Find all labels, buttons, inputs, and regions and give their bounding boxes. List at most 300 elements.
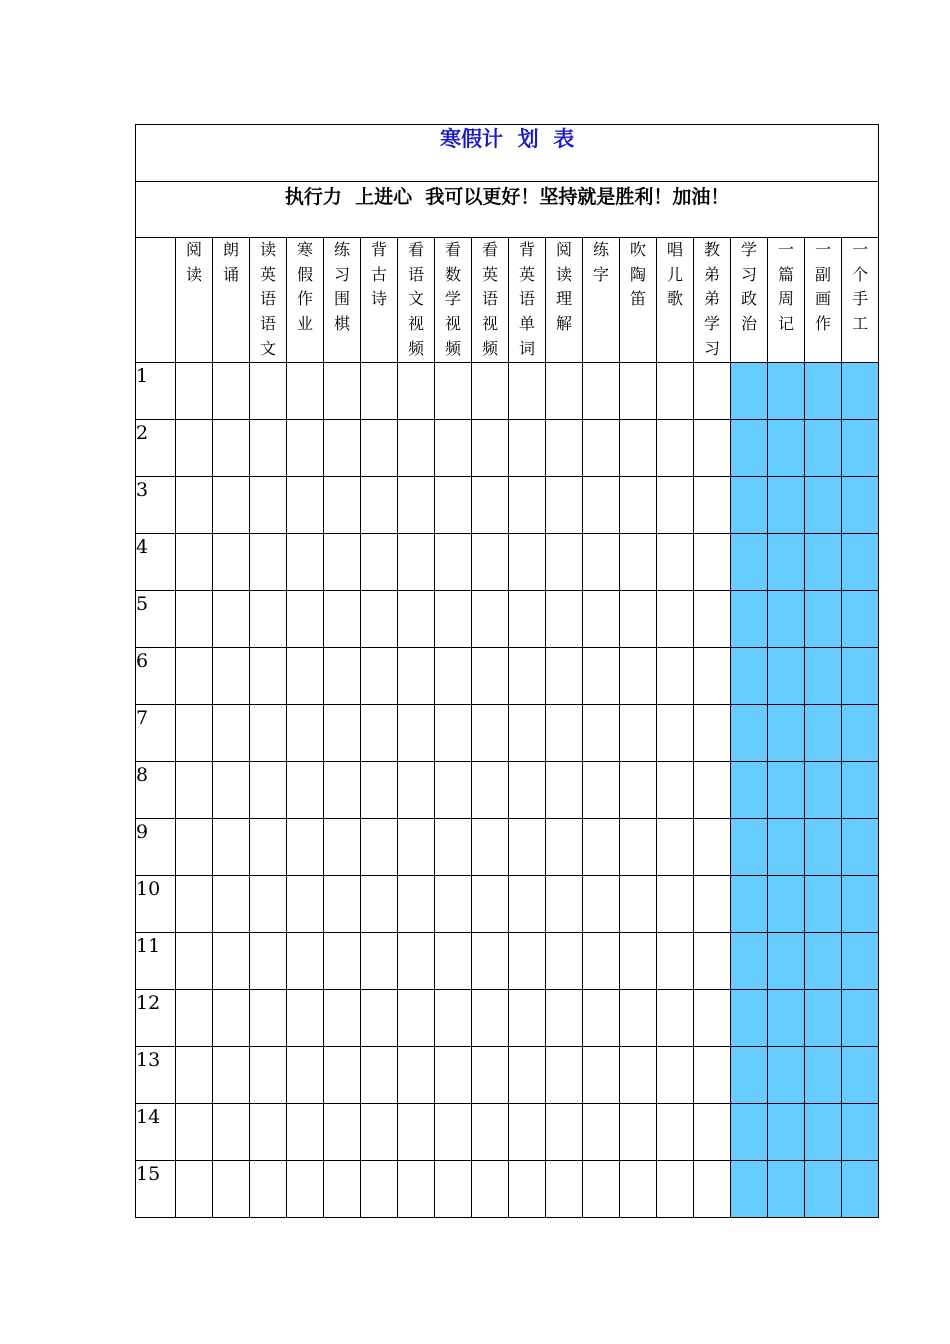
checkbox-cell[interactable] (213, 420, 250, 477)
checkbox-cell[interactable] (361, 477, 398, 534)
checkbox-cell[interactable] (546, 819, 583, 876)
checkbox-cell[interactable] (546, 990, 583, 1047)
checkbox-cell[interactable] (361, 1161, 398, 1218)
checkbox-cell[interactable] (324, 648, 361, 705)
checkbox-cell[interactable] (435, 1161, 472, 1218)
checkbox-cell[interactable] (435, 534, 472, 591)
checkbox-cell[interactable] (657, 819, 694, 876)
checkbox-cell[interactable] (509, 876, 546, 933)
checkbox-cell[interactable] (176, 876, 213, 933)
checkbox-cell[interactable] (398, 591, 435, 648)
checkbox-cell[interactable] (213, 534, 250, 591)
checkbox-cell[interactable] (398, 1104, 435, 1161)
checkbox-cell[interactable] (361, 648, 398, 705)
checkbox-cell[interactable] (324, 1047, 361, 1104)
checkbox-cell[interactable] (472, 933, 509, 990)
checkbox-cell[interactable] (842, 705, 879, 762)
checkbox-cell[interactable] (583, 420, 620, 477)
checkbox-cell[interactable] (768, 534, 805, 591)
checkbox-cell[interactable] (842, 477, 879, 534)
checkbox-cell[interactable] (250, 1047, 287, 1104)
checkbox-cell[interactable] (731, 819, 768, 876)
checkbox-cell[interactable] (805, 819, 842, 876)
checkbox-cell[interactable] (694, 876, 731, 933)
table-row (136, 819, 879, 876)
checkbox-cell[interactable] (768, 876, 805, 933)
checkbox-cell[interactable] (213, 591, 250, 648)
checkbox-cell[interactable] (583, 1161, 620, 1218)
checkbox-cell[interactable] (472, 648, 509, 705)
checkbox-cell[interactable] (176, 1104, 213, 1161)
checkbox-cell[interactable] (398, 819, 435, 876)
checkbox-cell[interactable] (805, 762, 842, 819)
checkbox-cell[interactable] (842, 819, 879, 876)
checkbox-cell[interactable] (546, 1161, 583, 1218)
checkbox-cell[interactable] (805, 648, 842, 705)
checkbox-cell[interactable] (768, 477, 805, 534)
checkbox-cell[interactable] (768, 591, 805, 648)
checkbox-cell[interactable] (657, 1104, 694, 1161)
checkbox-cell[interactable] (176, 990, 213, 1047)
checkbox-cell[interactable] (361, 1047, 398, 1104)
checkbox-cell[interactable] (583, 534, 620, 591)
checkbox-cell[interactable] (435, 819, 472, 876)
checkbox-cell[interactable] (620, 933, 657, 990)
checkbox-cell[interactable] (250, 762, 287, 819)
column-header-label: 读英语语文 (260, 240, 277, 358)
checkbox-cell[interactable] (731, 933, 768, 990)
checkbox-cell[interactable] (583, 648, 620, 705)
checkbox-cell[interactable] (805, 1047, 842, 1104)
checkbox-cell[interactable] (546, 1047, 583, 1104)
checkbox-cell[interactable] (657, 990, 694, 1047)
checkbox-cell[interactable] (731, 477, 768, 534)
checkbox-cell[interactable] (768, 933, 805, 990)
checkbox-cell[interactable] (694, 534, 731, 591)
checkbox-cell[interactable] (472, 819, 509, 876)
table-row (136, 477, 879, 534)
checkbox-cell[interactable] (620, 705, 657, 762)
checkbox-cell[interactable] (842, 420, 879, 477)
column-header-label: 学习政治 (741, 240, 758, 334)
checkbox-cell[interactable] (213, 705, 250, 762)
checkbox-cell[interactable] (842, 1104, 879, 1161)
checkbox-cell[interactable] (805, 534, 842, 591)
checkbox-cell[interactable] (657, 1047, 694, 1104)
checkbox-cell[interactable] (472, 705, 509, 762)
checkbox-cell[interactable] (509, 1104, 546, 1161)
checkbox-cell[interactable] (176, 648, 213, 705)
checkbox-cell[interactable] (435, 363, 472, 420)
checkbox-cell[interactable] (250, 591, 287, 648)
checkbox-cell[interactable] (287, 648, 324, 705)
checkbox-cell[interactable] (250, 648, 287, 705)
checkbox-cell[interactable] (620, 1104, 657, 1161)
checkbox-cell[interactable] (509, 591, 546, 648)
checkbox-cell[interactable] (805, 420, 842, 477)
checkbox-cell[interactable] (213, 477, 250, 534)
checkbox-cell[interactable] (805, 933, 842, 990)
checkbox-cell[interactable] (398, 420, 435, 477)
checkbox-cell[interactable] (509, 990, 546, 1047)
checkbox-cell[interactable] (324, 933, 361, 990)
checkbox-cell[interactable] (805, 990, 842, 1047)
checkbox-cell[interactable] (435, 705, 472, 762)
checkbox-cell[interactable] (546, 705, 583, 762)
checkbox-cell[interactable] (731, 1104, 768, 1161)
checkbox-cell[interactable] (842, 363, 879, 420)
checkbox-cell[interactable] (398, 705, 435, 762)
checkbox-cell[interactable] (213, 876, 250, 933)
checkbox-cell[interactable] (805, 1161, 842, 1218)
checkbox-cell[interactable] (842, 648, 879, 705)
checkbox-cell[interactable] (287, 420, 324, 477)
checkbox-cell[interactable] (620, 477, 657, 534)
checkbox-cell[interactable] (620, 648, 657, 705)
checkbox-cell[interactable] (509, 477, 546, 534)
checkbox-cell[interactable] (435, 420, 472, 477)
checkbox-cell[interactable] (731, 1047, 768, 1104)
checkbox-cell[interactable] (509, 420, 546, 477)
checkbox-cell[interactable] (620, 762, 657, 819)
checkbox-cell[interactable] (213, 990, 250, 1047)
checkbox-cell[interactable] (435, 477, 472, 534)
checkbox-cell[interactable] (361, 363, 398, 420)
checkbox-cell[interactable] (509, 534, 546, 591)
checkbox-cell[interactable] (287, 1104, 324, 1161)
checkbox-cell[interactable] (583, 990, 620, 1047)
checkbox-cell[interactable] (694, 1104, 731, 1161)
checkbox-cell[interactable] (620, 420, 657, 477)
checkbox-cell[interactable] (583, 363, 620, 420)
checkbox-cell[interactable] (435, 990, 472, 1047)
checkbox-cell[interactable] (176, 534, 213, 591)
checkbox-cell[interactable] (583, 1104, 620, 1161)
checkbox-cell[interactable] (805, 705, 842, 762)
checkbox-cell[interactable] (472, 876, 509, 933)
checkbox-cell[interactable] (805, 1104, 842, 1161)
checkbox-cell[interactable] (250, 363, 287, 420)
checkbox-cell[interactable] (213, 648, 250, 705)
checkbox-cell[interactable] (287, 990, 324, 1047)
checkbox-cell[interactable] (213, 819, 250, 876)
checkbox-cell[interactable] (546, 477, 583, 534)
checkbox-cell[interactable] (176, 819, 213, 876)
checkbox-cell[interactable] (694, 1161, 731, 1218)
checkbox-cell[interactable] (435, 1047, 472, 1104)
checkbox-cell[interactable] (731, 990, 768, 1047)
column-header-label: 看英语视频 (482, 240, 499, 358)
checkbox-cell[interactable] (287, 705, 324, 762)
checkbox-cell[interactable] (768, 1104, 805, 1161)
checkbox-cell[interactable] (435, 762, 472, 819)
checkbox-cell[interactable] (287, 477, 324, 534)
checkbox-cell[interactable] (472, 1161, 509, 1218)
checkbox-cell[interactable] (842, 591, 879, 648)
checkbox-cell[interactable] (324, 990, 361, 1047)
checkbox-cell[interactable] (842, 534, 879, 591)
checkbox-cell[interactable] (583, 1047, 620, 1104)
checkbox-cell[interactable] (287, 762, 324, 819)
table-row (136, 1047, 879, 1104)
checkbox-cell[interactable] (768, 420, 805, 477)
checkbox-cell[interactable] (694, 1047, 731, 1104)
checkbox-cell[interactable] (583, 933, 620, 990)
checkbox-cell[interactable] (768, 705, 805, 762)
checkbox-cell[interactable] (509, 363, 546, 420)
checkbox-cell[interactable] (546, 420, 583, 477)
checkbox-cell[interactable] (324, 534, 361, 591)
checkbox-cell[interactable] (472, 534, 509, 591)
checkbox-cell[interactable] (398, 363, 435, 420)
checkbox-cell[interactable] (176, 705, 213, 762)
checkbox-cell[interactable] (324, 363, 361, 420)
column-header-label: 看语文视频 (408, 240, 425, 358)
checkbox-cell[interactable] (287, 534, 324, 591)
checkbox-cell[interactable] (842, 876, 879, 933)
checkbox-cell[interactable] (657, 762, 694, 819)
checkbox-cell[interactable] (176, 1047, 213, 1104)
checkbox-cell[interactable] (250, 819, 287, 876)
checkbox-cell[interactable] (509, 933, 546, 990)
checkbox-cell[interactable] (694, 705, 731, 762)
checkbox-cell[interactable] (768, 1161, 805, 1218)
checkbox-cell[interactable] (287, 933, 324, 990)
checkbox-cell[interactable] (287, 1047, 324, 1104)
checkbox-cell[interactable] (546, 762, 583, 819)
checkbox-cell[interactable] (324, 819, 361, 876)
checkbox-cell[interactable] (842, 990, 879, 1047)
checkbox-cell[interactable] (731, 591, 768, 648)
checkbox-cell[interactable] (805, 477, 842, 534)
checkbox-cell[interactable] (472, 1047, 509, 1104)
checkbox-cell[interactable] (250, 933, 287, 990)
checkbox-cell[interactable] (250, 990, 287, 1047)
checkbox-cell[interactable] (657, 933, 694, 990)
checkbox-cell[interactable] (509, 705, 546, 762)
checkbox-cell[interactable] (620, 1161, 657, 1218)
checkbox-cell[interactable] (694, 648, 731, 705)
checkbox-cell[interactable] (213, 1047, 250, 1104)
checkbox-cell[interactable] (620, 363, 657, 420)
checkbox-cell[interactable] (657, 705, 694, 762)
checkbox-cell[interactable] (324, 762, 361, 819)
checkbox-cell[interactable] (176, 477, 213, 534)
checkbox-cell[interactable] (694, 762, 731, 819)
checkbox-cell[interactable] (361, 876, 398, 933)
checkbox-cell[interactable] (472, 1104, 509, 1161)
checkbox-cell[interactable] (435, 648, 472, 705)
checkbox-cell[interactable] (435, 591, 472, 648)
checkbox-cell[interactable] (731, 534, 768, 591)
checkbox-cell[interactable] (361, 420, 398, 477)
checkbox-cell[interactable] (398, 876, 435, 933)
checkbox-cell[interactable] (731, 1161, 768, 1218)
checkbox-cell[interactable] (361, 705, 398, 762)
checkbox-cell[interactable] (583, 819, 620, 876)
checkbox-cell[interactable] (213, 933, 250, 990)
checkbox-cell[interactable] (546, 591, 583, 648)
checkbox-cell[interactable] (583, 477, 620, 534)
checkbox-cell[interactable] (546, 648, 583, 705)
checkbox-cell[interactable] (657, 591, 694, 648)
checkbox-cell[interactable] (250, 420, 287, 477)
checkbox-cell[interactable] (361, 990, 398, 1047)
checkbox-cell[interactable] (398, 762, 435, 819)
checkbox-cell[interactable] (361, 933, 398, 990)
checkbox-cell[interactable] (176, 420, 213, 477)
checkbox-cell[interactable] (546, 876, 583, 933)
checkbox-cell[interactable] (472, 762, 509, 819)
table-row (136, 990, 879, 1047)
checkbox-cell[interactable] (176, 933, 213, 990)
checkbox-cell[interactable] (398, 534, 435, 591)
checkbox-cell[interactable] (842, 933, 879, 990)
checkbox-cell[interactable] (472, 477, 509, 534)
checkbox-cell[interactable] (805, 591, 842, 648)
checkbox-cell[interactable] (509, 762, 546, 819)
checkbox-cell[interactable] (657, 363, 694, 420)
checkbox-cell[interactable] (657, 648, 694, 705)
checkbox-cell[interactable] (398, 648, 435, 705)
checkbox-cell[interactable] (694, 990, 731, 1047)
checkbox-cell[interactable] (435, 1104, 472, 1161)
checkbox-cell[interactable] (250, 1104, 287, 1161)
checkbox-cell[interactable] (361, 534, 398, 591)
checkbox-cell[interactable] (620, 990, 657, 1047)
checkbox-cell[interactable] (398, 933, 435, 990)
checkbox-cell[interactable] (768, 363, 805, 420)
checkbox-cell[interactable] (731, 648, 768, 705)
checkbox-cell[interactable] (398, 990, 435, 1047)
checkbox-cell[interactable] (768, 1047, 805, 1104)
column-header (731, 238, 768, 363)
checkbox-cell[interactable] (620, 876, 657, 933)
checkbox-cell[interactable] (324, 477, 361, 534)
checkbox-cell[interactable] (583, 591, 620, 648)
checkbox-cell[interactable] (472, 420, 509, 477)
checkbox-cell[interactable] (509, 1161, 546, 1218)
checkbox-cell[interactable] (620, 819, 657, 876)
checkbox-cell[interactable] (620, 1047, 657, 1104)
column-header (176, 238, 213, 363)
checkbox-cell[interactable] (324, 1161, 361, 1218)
checkbox-cell[interactable] (213, 363, 250, 420)
checkbox-cell[interactable] (509, 1047, 546, 1104)
checkbox-cell[interactable] (768, 762, 805, 819)
checkbox-cell[interactable] (472, 591, 509, 648)
checkbox-cell[interactable] (361, 819, 398, 876)
column-header (472, 238, 509, 363)
checkbox-cell[interactable] (250, 1161, 287, 1218)
row-number: 13 (136, 1047, 176, 1104)
checkbox-cell[interactable] (657, 420, 694, 477)
checkbox-cell[interactable] (213, 1104, 250, 1161)
checkbox-cell[interactable] (546, 933, 583, 990)
checkbox-cell[interactable] (509, 819, 546, 876)
checkbox-cell[interactable] (583, 705, 620, 762)
checkbox-cell[interactable] (287, 363, 324, 420)
checkbox-cell[interactable] (287, 819, 324, 876)
checkbox-cell[interactable] (287, 591, 324, 648)
checkbox-cell[interactable] (620, 534, 657, 591)
checkbox-cell[interactable] (805, 876, 842, 933)
checkbox-cell[interactable] (768, 648, 805, 705)
checkbox-cell[interactable] (583, 762, 620, 819)
checkbox-cell[interactable] (472, 363, 509, 420)
checkbox-cell[interactable] (287, 1161, 324, 1218)
checkbox-cell[interactable] (583, 876, 620, 933)
checkbox-cell[interactable] (731, 762, 768, 819)
checkbox-cell[interactable] (546, 363, 583, 420)
checkbox-cell[interactable] (805, 363, 842, 420)
checkbox-cell[interactable] (731, 876, 768, 933)
checkbox-cell[interactable] (361, 762, 398, 819)
checkbox-cell[interactable] (509, 648, 546, 705)
checkbox-cell[interactable] (694, 363, 731, 420)
column-header (250, 238, 287, 363)
checkbox-cell[interactable] (731, 420, 768, 477)
checkbox-cell[interactable] (657, 534, 694, 591)
checkbox-cell[interactable] (694, 420, 731, 477)
checkbox-cell[interactable] (768, 990, 805, 1047)
checkbox-cell[interactable] (657, 876, 694, 933)
checkbox-cell[interactable] (435, 876, 472, 933)
checkbox-cell[interactable] (657, 477, 694, 534)
checkbox-cell[interactable] (324, 876, 361, 933)
checkbox-cell[interactable] (176, 363, 213, 420)
checkbox-cell[interactable] (250, 876, 287, 933)
checkbox-cell[interactable] (176, 1161, 213, 1218)
checkbox-cell[interactable] (546, 534, 583, 591)
checkbox-cell[interactable] (842, 1161, 879, 1218)
checkbox-cell[interactable] (768, 819, 805, 876)
checkbox-cell[interactable] (842, 1047, 879, 1104)
checkbox-cell[interactable] (731, 705, 768, 762)
checkbox-cell[interactable] (694, 933, 731, 990)
checkbox-cell[interactable] (361, 591, 398, 648)
checkbox-cell[interactable] (398, 1161, 435, 1218)
checkbox-cell[interactable] (620, 591, 657, 648)
checkbox-cell[interactable] (731, 363, 768, 420)
checkbox-cell[interactable] (398, 477, 435, 534)
checkbox-cell[interactable] (694, 819, 731, 876)
checkbox-cell[interactable] (250, 534, 287, 591)
checkbox-cell[interactable] (287, 876, 324, 933)
checkbox-cell[interactable] (546, 1104, 583, 1161)
checkbox-cell[interactable] (324, 1104, 361, 1161)
column-header-label: 一个手工 (852, 240, 869, 334)
row-number: 2 (136, 420, 176, 477)
checkbox-cell[interactable] (324, 591, 361, 648)
checkbox-cell[interactable] (250, 477, 287, 534)
checkbox-cell[interactable] (176, 762, 213, 819)
checkbox-cell[interactable] (694, 477, 731, 534)
checkbox-cell[interactable] (324, 420, 361, 477)
checkbox-cell[interactable] (694, 591, 731, 648)
checkbox-cell[interactable] (213, 1161, 250, 1218)
checkbox-cell[interactable] (398, 1047, 435, 1104)
checkbox-cell[interactable] (176, 591, 213, 648)
checkbox-cell[interactable] (361, 1104, 398, 1161)
checkbox-cell[interactable] (842, 762, 879, 819)
checkbox-cell[interactable] (324, 705, 361, 762)
checkbox-cell[interactable] (472, 990, 509, 1047)
checkbox-cell[interactable] (250, 705, 287, 762)
checkbox-cell[interactable] (213, 762, 250, 819)
checkbox-cell[interactable] (435, 933, 472, 990)
checkbox-cell[interactable] (657, 1161, 694, 1218)
